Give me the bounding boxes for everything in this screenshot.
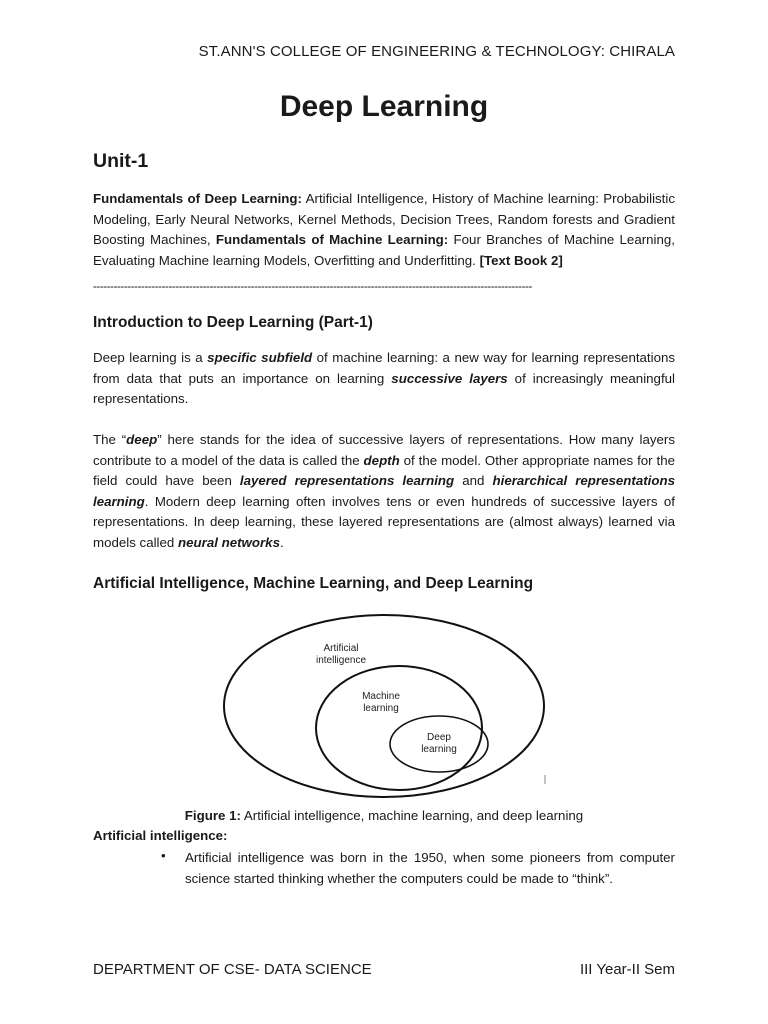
intro1-b: specific subfield <box>207 350 313 365</box>
syllabus-textbook: [Text Book 2] <box>479 252 563 268</box>
unit-heading: Unit-1 <box>93 150 149 172</box>
intro2-g: and <box>454 473 493 488</box>
intro2-k: . <box>279 534 284 550</box>
footer-year-sem: III Year-II Sem <box>579 961 675 978</box>
label-artificial: Artificial <box>323 643 359 654</box>
syllabus-lead: Fundamentals of Deep Learning: <box>93 191 302 206</box>
intro1-a: Deep learning is a <box>93 350 208 365</box>
caption-lead: Figure 1: <box>184 808 241 823</box>
label-machine: Machine <box>362 691 400 702</box>
intro2-d: depth <box>363 452 400 468</box>
intro2-f: layered representations learning <box>239 473 455 488</box>
intro2-b: deep <box>126 432 158 447</box>
intro-heading: Introduction to Deep Learning (Part-1) <box>93 314 373 331</box>
ai-subheading: Artificial intelligence: <box>93 828 228 843</box>
intro1-d: successive layers <box>391 370 508 386</box>
syllabus-part1: Artificial Intelligence, History of Machine learning: Probabilistic Modeling, Early Neural Networks, Kernel Methods, Decision Trees, Random forests and Gradient Boosting Machines, <box>93 191 675 247</box>
page-title: Deep Learning <box>279 90 489 123</box>
caption-text: Artificial intelligence, machine learning, and deep learning <box>240 808 584 823</box>
intro-paragraph-2 <box>93 430 675 553</box>
intro2-c: ” here stands for the idea of successive layers of representations. How many layers contribute to a model of the data is called the <box>93 432 675 468</box>
college-header: ST.ANN'S COLLEGE OF ENGINEERING & TECHNOLOGY: CHIRALA <box>198 43 675 60</box>
ai-bullet-text: Artificial intelligence was born in the 1950, when some pioneers from computer science started thinking whether the computers could be made to “think”. <box>185 850 675 886</box>
footer-department: DEPARTMENT OF CSE- DATA SCIENCE <box>93 961 372 978</box>
label-deep: Deep <box>427 732 451 743</box>
intro2-i: . Modern deep learning often involves tens or even hundreds of successive layers of representations. In deep learning, these layered representations are (almost always) learned via models called <box>93 493 675 550</box>
ai-ml-dl-venn-diagram <box>220 612 560 812</box>
bullet-icon: • <box>161 848 166 863</box>
intro2-a: The “ <box>93 432 127 447</box>
syllabus-part2: Four Branches of Machine Learning, Evaluating Machine learning Models, Overfitting and Underfitting. <box>93 232 675 268</box>
intro2-j: neural networks <box>178 534 280 550</box>
section-divider: -------------------------------------------------------------------------------------------------------------------------------- <box>93 281 532 293</box>
intro1-c: of machine learning: a new way for learning representations from data that puts an importance on learning <box>93 350 676 386</box>
intro-paragraph-1 <box>93 348 675 410</box>
label-machine-learning: learning <box>363 703 399 714</box>
label-deep-learning: learning <box>421 744 457 755</box>
intro1-e: of increasingly meaningful representations. <box>93 370 675 406</box>
figure-caption <box>0 808 768 823</box>
label-intelligence: intelligence <box>315 655 367 666</box>
intro2-e: of the model. Other appropriate names for the field could have been <box>93 452 675 488</box>
syllabus-paragraph <box>93 189 675 271</box>
intro2-h: hierarchical representations learning <box>93 473 675 509</box>
syllabus-bold2: Fundamentals of Machine Learning: <box>215 232 449 247</box>
ai-ml-dl-heading: Artificial Intelligence, Machine Learning, and Deep Learning <box>93 575 534 592</box>
